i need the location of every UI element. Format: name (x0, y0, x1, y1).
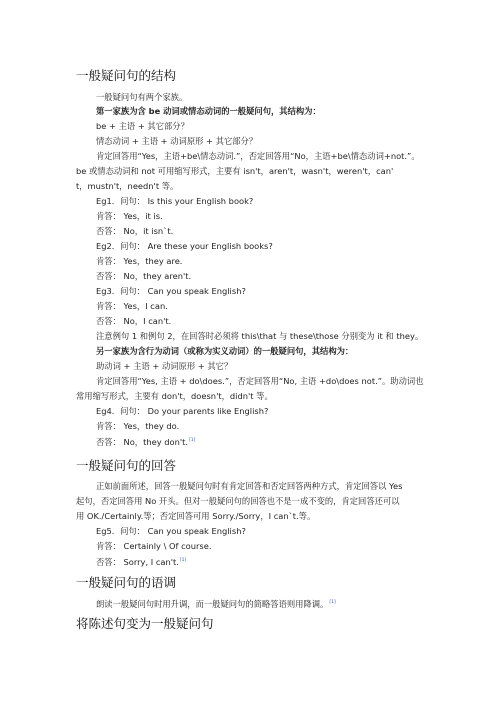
text-line: 肯定回答用“Yes，主语+be\情态动词.”，否定回答用“No，主语+be\情态动词+not.”。 (96, 151, 420, 161)
text-line: 肯定回答用“Yes, 主语 + do\does.”，否定回答用“No, 主语 +do\does not.”。助动词也 (96, 376, 424, 386)
text-line: 正如前面所述，回答一般疑问句时有肯定回答和否定回答两种方式，肯定回答以 Yes (96, 481, 403, 491)
text-line: 注意例句 1 和例句 2，在回答时必须将 this\that 与 these\those 分别变为 it 和 they。 (96, 331, 424, 341)
reference-link[interactable]: [1] (189, 438, 196, 443)
section-title-convert: 将陈述句变为一般疑问句 (76, 616, 214, 631)
text-line: 用 OK./Certainly.等；否定回答可用 Sorry./Sorry，I can`t.等。 (76, 511, 316, 521)
example-answer-yes: 肯答： Yes，it is. (96, 211, 163, 221)
example-question: Eg2．问句： Are these your English books? (96, 241, 273, 251)
text-line-bold: 另一家族为含行为动词（或称为实义动词）的一般疑问句，其结构为： (96, 346, 354, 356)
example-answer-no: 否答： No，I can't. (96, 316, 172, 326)
example-question: Eg5．问句： Can you speak English? (96, 526, 246, 536)
text-line: t，mustn't，needn't 等。 (76, 181, 179, 191)
example-question: Eg4．问句： Do your parents like English? (96, 406, 269, 416)
example-answer-yes: 肯答： Yes，they are. (96, 256, 183, 266)
reference-link[interactable]: [1] (329, 600, 336, 605)
text-line: 常用缩写形式，主要有 don't，doesn't，didn't 等。 (76, 391, 273, 401)
example-answer-yes: 肯答： Yes，they do. (96, 421, 180, 431)
section-title-structure: 一般疑问句的结构 (76, 68, 177, 83)
text-line-bold: 第一家族为含 be 动词或情态动词的一般疑问句，其结构为： (96, 106, 321, 116)
text-line: be + 主语 + 其它部分？ (96, 121, 189, 131)
example-answer-no-text: 否答： No，they don't. (96, 436, 189, 447)
text-line: 起句，否定回答用 No 开头。但对一般疑问句的回答也不是一成不变的，肯定回答还可以 (76, 496, 400, 506)
reference-link[interactable]: [1] (179, 558, 187, 563)
example-answer-no: 否答： No，it isn`t. (96, 226, 174, 236)
text-line: 助动词 + 主语 + 动词原形 + 其它？ (96, 361, 233, 371)
example-question: Eg1．问句： Is this your English book? (96, 196, 254, 206)
example-question: Eg3．问句： Can you speak English? (96, 286, 246, 296)
text-line: be 或情态动词和 not 可用缩写形式，主要有 isn't，aren't，wasn't，weren't，can' (76, 166, 394, 176)
intonation-text: 朗读一般疑问句时用升调，而一般疑问句的简略答语则用降调。 (96, 598, 329, 609)
example-answer-no (96, 556, 186, 567)
example-answer-no-text: 否答： Sorry, I can't. (96, 556, 179, 567)
section-title-intonation: 一般疑问句的语调 (76, 575, 177, 590)
example-answer-yes: 肯答： Certainly \ Of course. (96, 541, 212, 551)
text-line (96, 598, 336, 609)
example-answer-no (96, 436, 195, 447)
text-line: 一般疑问句有两个家族。 (96, 92, 188, 102)
section-title-answers: 一般疑问句的回答 (76, 458, 177, 473)
example-answer-yes: 肯答： Yes，I can. (96, 301, 168, 311)
example-answer-no: 否答： No，they aren't. (96, 271, 192, 281)
text-line: 情态动词 + 主语 + 动词原形 + 其它部分？ (96, 136, 258, 146)
